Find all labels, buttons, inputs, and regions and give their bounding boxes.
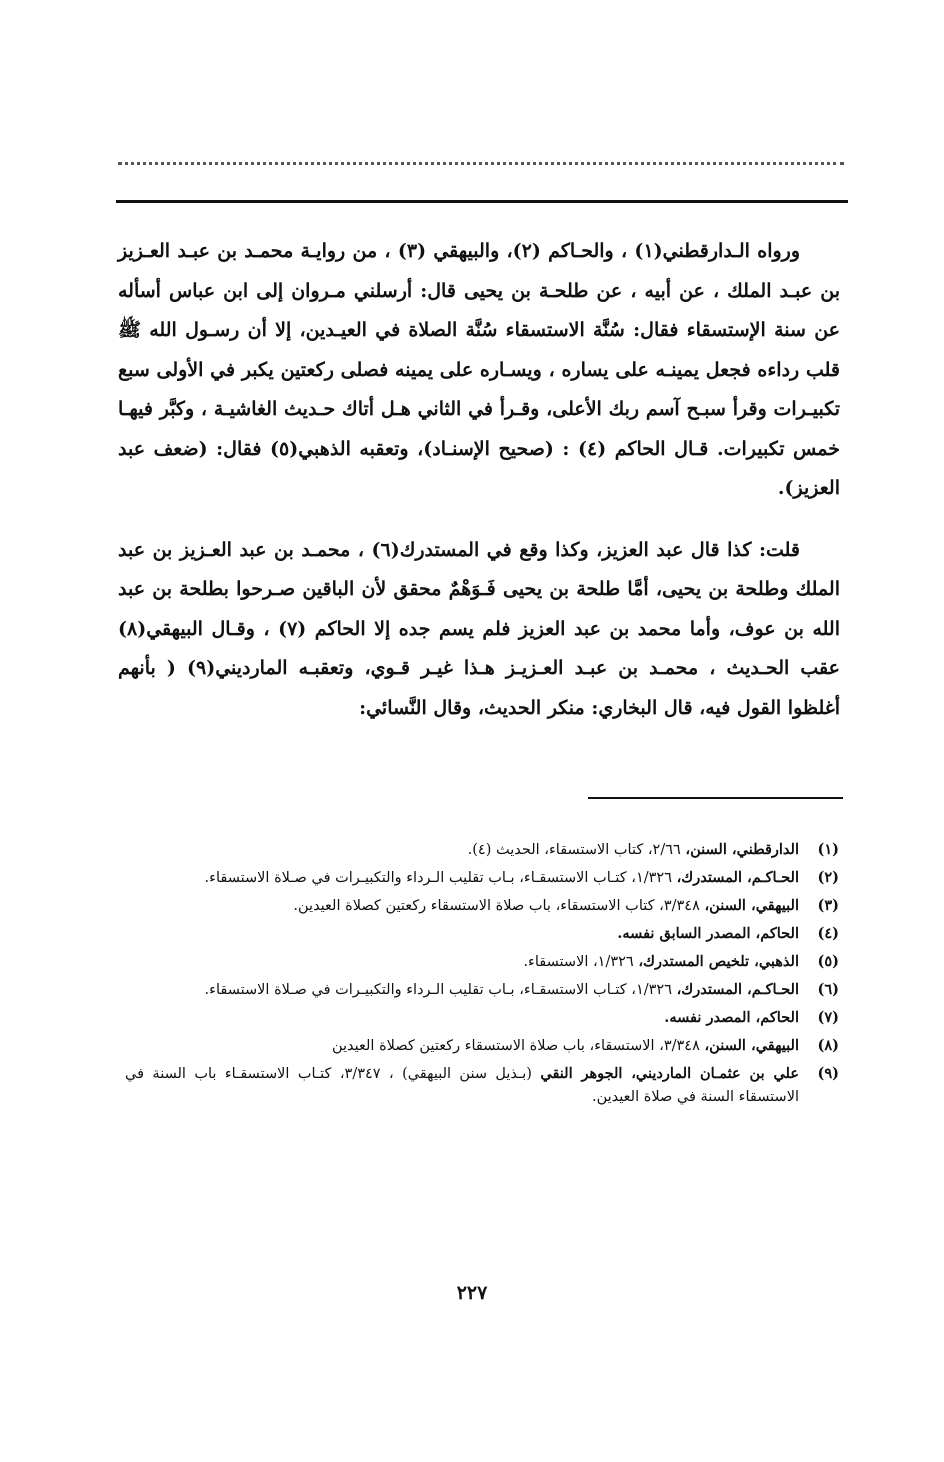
footnote-text (125, 922, 799, 946)
footnote-6 (125, 978, 839, 1002)
footnote-detail: ١/٣٢٦، كتـاب الاستسقـاء، بـاب تقليب الـرداء والتكبيـرات في صـلاة الاستسقاء. (204, 982, 677, 998)
footnote-detail: ٣/٣٤٨، كتاب الاستسقاء، باب صلاة الاستسقاء ركعتين كصلاة العيدين. (293, 898, 705, 914)
footnote-text (125, 894, 799, 918)
footnote-9 (125, 1062, 839, 1109)
footnote-detail: ١/٣٢٦، كتـاب الاستسقـاء، بـاب تقليب الـرداء والتكبيـرات في صـلاة الاستسقاء. (204, 870, 677, 886)
header-rule (116, 200, 848, 203)
page-number: ٢٢٧ (456, 1282, 488, 1304)
footnotes (125, 838, 839, 1113)
main-paragraph-1: ورواه الـدارقطني(١) ، والحـاكم (٢)، والبيهقي (٣) ، من روايـة محمـد بن عبـد العـزيز بن عبـد الملك ، عن أبيه ، عن طلحـة بن يحيى قال: أرسلني مـروان إلى ابن عباس أسأله عن سنة الإستسقاء فقال: سُنَّة الاستسقاء سُنَّة الصلاة في العيـدين، إلا أن رسـول الله ﷺ قلب رداءه فجعل يمينـه على يساره ، ويسـاره على يمينه فصلى ركعتين يكبر في الأولى سبع تكبيـرات وقرأ سبـح آسم ربك الأعلى، وقـرأ في الثاني هـل أتاك حـديث الغاشيـة ، وكبَّر فيهـا خمس تكبيرات. قـال الحاكم (٤) : (صحيح الإسنـاد)، وتعقبه الذهبي(٥) فقال: (ضعف عبد العزيز). (118, 240, 841, 499)
footnote-text (125, 1034, 799, 1058)
footnote-number: (٧) (817, 1009, 839, 1026)
footnote-text (125, 978, 799, 1002)
footnote-detail: ٣/٣٤٨، الاستسقاء، باب صلاة الاستسقاء ركعتين كصلاة العيدين (331, 1038, 705, 1054)
footnote-rule (588, 797, 843, 799)
footnote-detail: (بـذيل سنن البيهقي) ، ٣/٣٤٧، كتـاب الاستسقـاء باب السنة في الاستسقاء السنة في صلاة العيدين. (125, 1066, 799, 1105)
footnote-source: علي بن عثمـان المارديني، الجوهر النقي (540, 1065, 799, 1082)
footnote-number: (٢) (817, 869, 839, 886)
footnote-number: (٣) (817, 897, 839, 914)
footnote-text (125, 1006, 799, 1030)
footnote-source: الحـاكـم، المستدرك، (676, 869, 799, 886)
footnote-7 (125, 1006, 839, 1030)
footnote-detail: ١/٣٢٦، الاستسقاء. (523, 954, 639, 970)
footnote-number: (١) (817, 841, 839, 858)
footnote-3 (125, 894, 839, 918)
footnote-number: (٩) (817, 1065, 839, 1082)
footnote-text (125, 838, 799, 862)
footnote-5 (125, 950, 839, 974)
footnote-source: الحـاكـم، المستدرك، (676, 981, 799, 998)
footnote-4 (125, 922, 839, 946)
main-text (118, 232, 840, 728)
footnote-number: (٥) (817, 953, 839, 970)
footnote-8 (125, 1034, 839, 1058)
main-paragraph-2: قلت: كذا قال عبد العزيز، وكذا وقع في المستدرك(٦) ، محمـد بن عبد العـزيز بن عبد الملك وطلحة بن يحيى، أمَّا طلحة بن يحيى فَـوَهْمٌ محقق لأن الباقين صـرحوا بطلحة بن عبد الله بن عوف، وأما محمد بن عبد العزيز فلم يسم جده إلا الحاكم (٧) ، وقـال البيهقي(٨) عقب الحـديث ، محمـد بن عبـد العـزيـز هـذا غيـر قـوي، وتعقبـه المارديني(٩) ( بأنهم أغلظوا القول فيه، قال البخاري: منكر الحديث، وقال النَّسائي: (118, 538, 841, 719)
footnote-source: الحاكم، المصدر السابق نفسه. (617, 925, 799, 942)
dotted-separator (118, 162, 844, 165)
footnote-source: البيهقي، السنن، (704, 897, 799, 914)
footnote-source: الدارقطني، السنن، (685, 841, 799, 858)
footnote-text (125, 1062, 799, 1109)
footnote-source: الحاكم، المصدر نفسه. (664, 1009, 799, 1026)
footnote-1 (125, 838, 839, 862)
footnote-text (125, 866, 799, 890)
footnote-number: (٨) (817, 1037, 839, 1054)
footnote-source: الذهبي، تلخيص المستدرك، (638, 953, 799, 970)
footnote-number: (٤) (817, 925, 839, 942)
footnote-text (125, 950, 799, 974)
footnote-detail: ٢/٦٦، كتاب الاستسقاء، الحديث (٤). (467, 842, 686, 858)
footnote-number: (٦) (817, 981, 839, 998)
footnote-source: البيهقي، السنن، (704, 1037, 799, 1054)
footnote-2 (125, 866, 839, 890)
